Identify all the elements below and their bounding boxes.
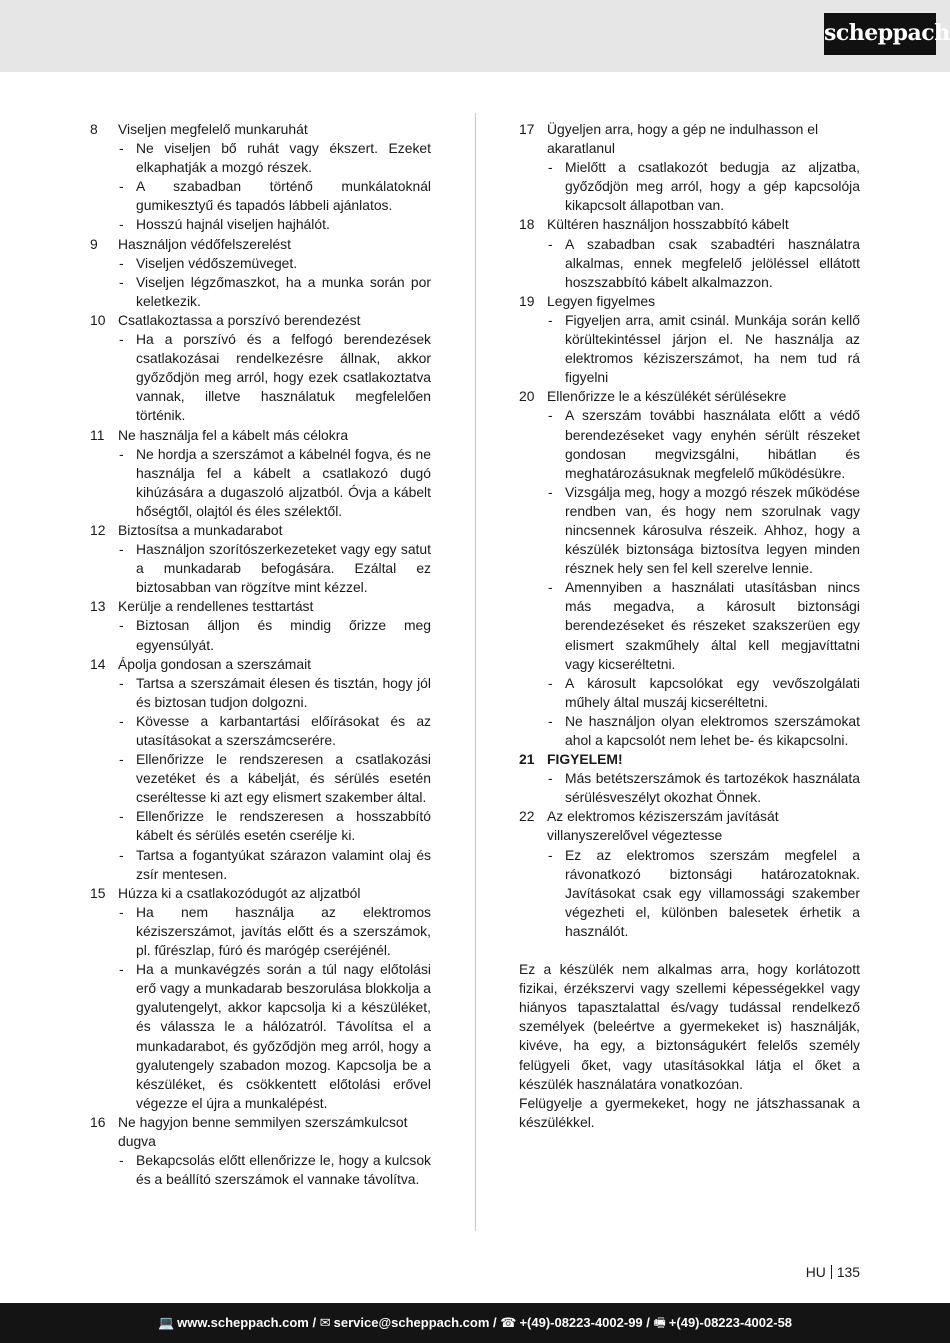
instruction-subpoint: - Biztosan álljon és mindig őrizze meg egyensúlyát.	[118, 616, 431, 654]
footer-separator: /	[308, 1315, 320, 1330]
footer-separator: /	[489, 1315, 501, 1330]
instruction-subpoint: - Ne hordja a szerszámot a kábelnél fogva, és ne használja fel a kábelt a csatlakozó dugó kihúzására a dugaszoló aljzatból. Óvja a kábelt hőségtől, olajtól és éles szélektől.	[118, 445, 431, 521]
instruction-number: 18	[519, 216, 535, 233]
instruction-subpoint: - Ha nem használja az elektromos kéziszerszámot, javítás előtt és a szerszámok, pl. fűrészlap, fúró és marógép cseréjénél.	[118, 903, 431, 960]
instruction-subpoint: - Ellenőrizze le rendszeresen a csatlakozási vezetéket és a kábelját, és sérülés esetén cseréltesse ki azt egy elismert szakember által.	[118, 750, 431, 807]
instruction-item	[90, 311, 431, 426]
instruction-subpoint: - Vizsgálja meg, hogy a mozgó részek működése rendben van, és hogy nem szorulnak vagy nincsennek károsulva részeik. Ahhoz, hogy a készülék biztonsága biztosítva legyen minden résznek hely sen fel kell szerelve lennie.	[547, 483, 860, 578]
instruction-number: 17	[519, 121, 535, 137]
instruction-item	[90, 426, 431, 521]
instruction-item	[519, 215, 860, 291]
instruction-item	[519, 750, 860, 807]
instruction-subpoint: - Viseljen légzőmaszkot, ha a munka során por keletkezik.	[118, 273, 431, 311]
footer-website-link[interactable]: www.scheppach.com	[177, 1315, 309, 1330]
instruction-title: Kerülje a rendellenes testtartást	[118, 598, 314, 615]
instruction-item	[519, 120, 860, 215]
instruction-title: Ügyeljen arra, hogy a gép ne indulhasson el akaratlanul	[547, 121, 819, 157]
instruction-item	[519, 807, 860, 941]
instruction-subpoint: - Ne használjon olyan elektromos szerszámokat ahol a kapcsolót nem lehet be- és kikapcsolni.	[547, 712, 860, 750]
left-column	[90, 120, 431, 1189]
instruction-title: Csatlakoztassa a porszívó berendezést	[118, 311, 361, 328]
instruction-title: Viseljen megfelelő munkaruhát	[118, 121, 308, 137]
disclaimer-paragraph: Ez a készülék nem alkalmas arra, hogy korlátozott fizikai, érzékszervi vagy szellemi képességekkel vagy hiányos tapasztalattal és/vagy tudással rendelkező személyek (beleértve a gyermekeket is) használják, kivéve, ha egy, a biztonságukért felelős személy felügyeli őket, vagy utasításokkal látja el őket a készülék használatára vonatkozóan.	[519, 961, 860, 1092]
instruction-subpoint: - Más betétszerszámok és tartozékok használata sérülésveszélyt okozhat Önnek.	[547, 769, 860, 807]
instruction-item	[90, 655, 431, 884]
instruction-item	[90, 884, 431, 1113]
instruction-subpoint: - Ha a porszívó és a felfogó berendezések csatlakozásai rendelkezésre állnak, akkor győződjön meg arról, hogy ezek csatlakoztatva vannak, illetve használatuk megfelelően történik.	[118, 330, 431, 425]
footer-phone: +(49)-08223-4002-99	[519, 1315, 643, 1330]
instruction-item	[90, 1113, 431, 1189]
instruction-title: Legyen figyelmes	[547, 292, 656, 309]
instruction-subpoint: - Hosszú hajnál viseljen hajhálót.	[118, 215, 431, 234]
instruction-number: 22	[519, 808, 535, 825]
instruction-title: Ápolja gondosan a szerszámait	[118, 655, 312, 672]
instruction-number: 15	[90, 884, 106, 901]
instruction-title: Biztosítsa a munkadarabot	[118, 521, 283, 538]
instruction-number: 21	[519, 751, 535, 768]
footer-separator: /	[642, 1315, 654, 1330]
instruction-subpoint: - Kövesse a karbantartási előírásokat és az utasításokat a szerszámcserére.	[118, 712, 431, 750]
instruction-item	[90, 235, 431, 311]
header-bar	[0, 0, 950, 72]
instruction-number: 11	[90, 426, 105, 443]
instruction-title: Az elektromos kéziszerszám javítását villanyszerelővel végeztesse	[547, 808, 779, 844]
instruction-title: Használjon védőfelszerelést	[118, 235, 291, 252]
instruction-subpoint: - Bekapcsolás előtt ellenőrizze le, hogy a kulcsok és a beállító szerszámok el vannake távolítva.	[118, 1151, 431, 1189]
computer-icon: 💻	[157, 1315, 175, 1330]
paragraph-gap	[519, 941, 860, 960]
language-code: HU	[805, 1264, 826, 1280]
fax-icon: 🖷	[653, 1315, 666, 1330]
instruction-subpoint: - Használjon szorítószerkezeteket vagy egy satut a munkadarab befogására. Ezáltal ez biztosabban van rögzítve mint kézzel.	[118, 540, 431, 597]
instruction-title: FIGYELEM!	[547, 751, 623, 768]
instruction-item	[519, 387, 860, 750]
instruction-title: Ellenőrizze le a készülékét sérülésekre	[547, 388, 787, 405]
instruction-item	[519, 292, 860, 387]
instruction-number: 19	[519, 292, 535, 309]
phone-icon: ☎	[500, 1315, 517, 1330]
instruction-number: 13	[90, 598, 106, 615]
instruction-subpoint: - Tartsa a fogantyúkat szárazon valamint olaj és zsír mentesen.	[118, 846, 431, 884]
instruction-subpoint: - A szabadban történő munkálatoknál gumikesztyű és tapadós lábbeli ajánlatos.	[118, 177, 431, 215]
instruction-number: 16	[90, 1113, 106, 1130]
instruction-subpoint: - Viseljen védőszemüveget.	[118, 254, 431, 273]
instruction-subpoint: - A szerszám további használata előtt a védő berendezéseket vagy enyhén sérült részeket gondosan megvizsgálni, hibátlan és meghatározásuknak megfelelő működésükre.	[547, 406, 860, 482]
instruction-number: 10	[90, 311, 106, 328]
instruction-subpoint: - A szabadban csak szabadtéri használatra alkalmas, ennek megfelelő jelöléssel ellátott hoszszabbító kábelt alkalmazzon.	[547, 235, 860, 292]
instruction-number: 14	[90, 655, 106, 672]
instruction-item	[90, 597, 431, 654]
instruction-subpoint: - Ellenőrizze le rendszeresen a hosszabbító kábelt és sérülés esetén cserélje ki.	[118, 807, 431, 845]
children-warning-paragraph: Felügyelje a gyermekeket, hogy ne játszhassanak a készülékkel.	[519, 1094, 860, 1130]
instruction-subpoint: - Mielőtt a csatlakozót bedugja az aljzatba, győződjön meg arról, hogy a gép kapcsolója kikapcsolt állapotban van.	[547, 158, 860, 215]
instruction-title: Ne használja fel a kábelt más célokra	[118, 426, 349, 443]
instruction-subpoint: - Ne viseljen bő ruhát vagy ékszert. Ezeket elkaphatják a mozgó részek.	[118, 139, 431, 177]
column-divider	[475, 113, 476, 1231]
instruction-subpoint: - Amennyiben a használati utasításban nincs más megadva, a károsult biztonsági berendezéseket és részeket szakszerüen egy elismert szakműhely által kell megjavíttatni vagy kicseréltetni.	[547, 578, 860, 673]
right-column	[519, 120, 860, 1132]
envelope-icon: ✉	[319, 1315, 331, 1330]
instruction-number: 20	[519, 388, 535, 405]
instruction-subpoint: - Figyeljen arra, amit csinál. Munkája során kellő körültekintéssel járjon el. Ne használja az elektromos kéziszerszámot, ha nem tud rá figyelni	[547, 311, 860, 387]
instruction-subpoint: - Ez az elektromos szerszám megfelel a rávonatkozó biztonsági határozatoknak. Javításokat csak egy villamossági szakember végezheti el, különben balesetek érhetik a használót.	[547, 846, 860, 941]
page-number-value: 135	[836, 1264, 860, 1280]
scheppach-logo: scheppach	[824, 13, 936, 55]
instruction-title: Ne hagyjon benne semmilyen szerszámkulcsot dugva	[118, 1113, 408, 1149]
page-number	[806, 1264, 860, 1280]
instruction-item	[90, 521, 431, 597]
instruction-subpoint: - A károsult kapcsolókat egy vevőszolgálati műhely által muszáj kicseréltetni.	[547, 674, 860, 712]
instruction-title: Kültéren használjon hosszabbító kábelt	[547, 216, 789, 233]
footer-bar	[0, 1303, 950, 1343]
instruction-number: 9	[90, 235, 98, 252]
instruction-item	[90, 120, 431, 235]
instruction-number: 8	[90, 121, 98, 137]
footer-email-link[interactable]: service@scheppach.com	[333, 1315, 490, 1330]
instruction-subpoint: - Tartsa a szerszámait élesen és tisztán, hogy jól és biztosan tudjon dolgozni.	[118, 674, 431, 712]
page-number-separator	[831, 1265, 832, 1279]
right-column-items	[519, 120, 860, 941]
instruction-subpoint: - Ha a munkavégzés során a túl nagy előtolási erő vagy a munkadarab beszorulása blokkolja a gyalutengelyt, akkor kapcsolja ki a készüléket, és válassza le a hálózatról. Távolítsa el a munkadarabot, és győződjön meg arról, hogy a gyalutengely szabadon mozog. Kapcsolja be a készüléket, és csökkentett előtolási erővel végezze el újra a munkalépést.	[118, 960, 431, 1113]
instruction-title: Húzza ki a csatlakozódugót az aljzatból	[118, 884, 361, 901]
footer-fax: +(49)-08223-4002-58	[668, 1315, 793, 1330]
instruction-number: 12	[90, 521, 106, 538]
